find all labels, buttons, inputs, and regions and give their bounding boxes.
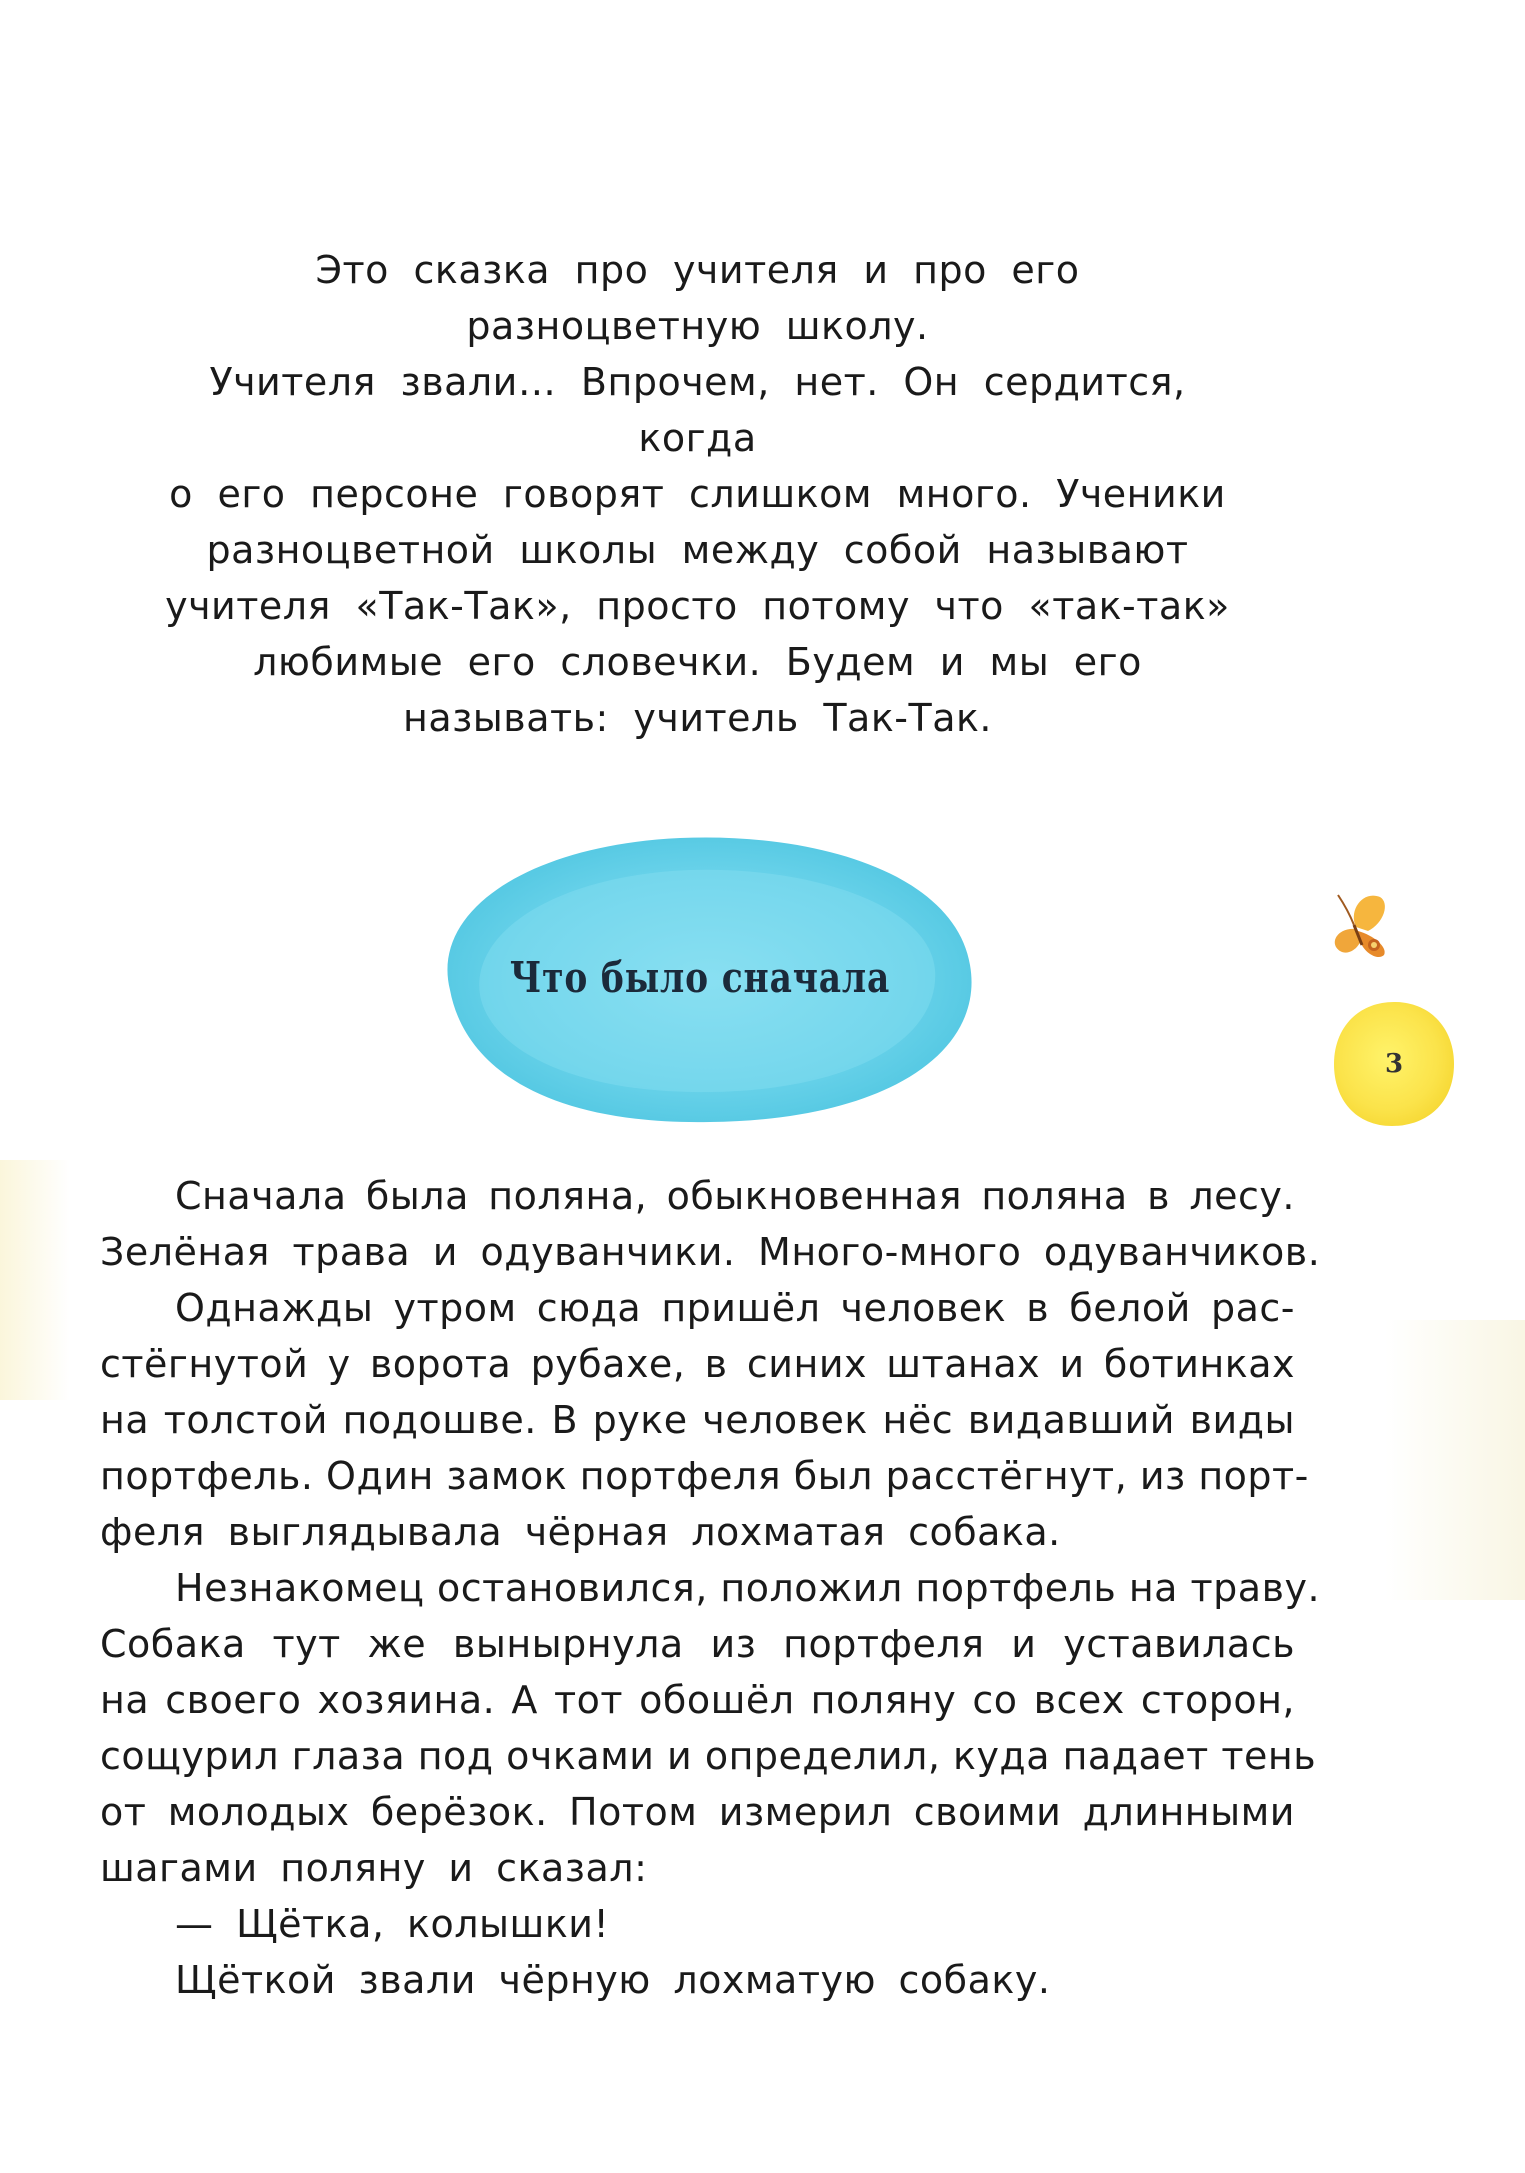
- intro-line: называть: учитель Так-Так.: [402, 696, 993, 740]
- body-line: Зелёная трава и одуванчики. Много-много одуванчиков.: [100, 1230, 1321, 1274]
- body-line: шагами поляну и сказал:: [100, 1846, 648, 1890]
- intro-line: разноцветную школу.: [466, 304, 929, 348]
- body-line: феля выглядывала чёрная лохматая собака.: [100, 1510, 1061, 1554]
- body-line: Незнакомец остановился, положил портфель на траву.: [175, 1566, 1321, 1610]
- body-line: Однажды утром сюда пришёл человек в белой рас-: [175, 1286, 1295, 1330]
- page-edge-shade-right: [1385, 1320, 1525, 1600]
- body-line: Сначала была поляна, обыкновенная поляна в лесу.: [175, 1174, 1295, 1218]
- body-line: от молодых берёзок. Потом измерил своими длинными: [100, 1790, 1295, 1834]
- intro-line: разноцветной школы между собой называют: [206, 528, 1189, 572]
- intro-line: любимые его словечки. Будем и мы его: [253, 640, 1142, 684]
- intro-line: о его персоне говорят слишком много. Ученики: [169, 472, 1226, 516]
- body-line: Щёткой звали чёрную лохматую собаку.: [175, 1958, 1051, 2002]
- chapter-body: [100, 1168, 1321, 2008]
- intro-line: Учителя звали… Впрочем, нет. Он сердится, когда: [209, 360, 1186, 460]
- body-line: сощурил глаза под очками и определил, куда падает тень: [100, 1734, 1317, 1778]
- intro-paragraph: [160, 242, 1235, 746]
- page-number: 3: [1384, 1049, 1404, 1079]
- body-line: стёгнутой у ворота рубахе, в синих штанах и ботинках: [100, 1342, 1295, 1386]
- body-line: портфель. Один замок портфеля был расстёгнут, из порт-: [100, 1454, 1309, 1498]
- body-line: Собака тут же вынырнула из портфеля и уставилась: [100, 1622, 1295, 1666]
- body-line: на толстой подошве. В руке человек нёс видавший виды: [100, 1398, 1295, 1442]
- body-line: на своего хозяина. А тот обошёл поляну со всех сторон,: [100, 1678, 1295, 1722]
- intro-line: Это сказка про учителя и про его: [315, 248, 1080, 292]
- intro-line: учителя «Так-Так», просто потому что «так-так»: [165, 584, 1230, 628]
- chapter-title-badge: [410, 820, 990, 1135]
- body-line: — Щётка, колышки!: [175, 1902, 610, 1946]
- butterfly-icon: [1318, 885, 1398, 965]
- chapter-title: Что было сначала: [509, 953, 891, 1002]
- page-edge-shade-left: [0, 1160, 70, 1400]
